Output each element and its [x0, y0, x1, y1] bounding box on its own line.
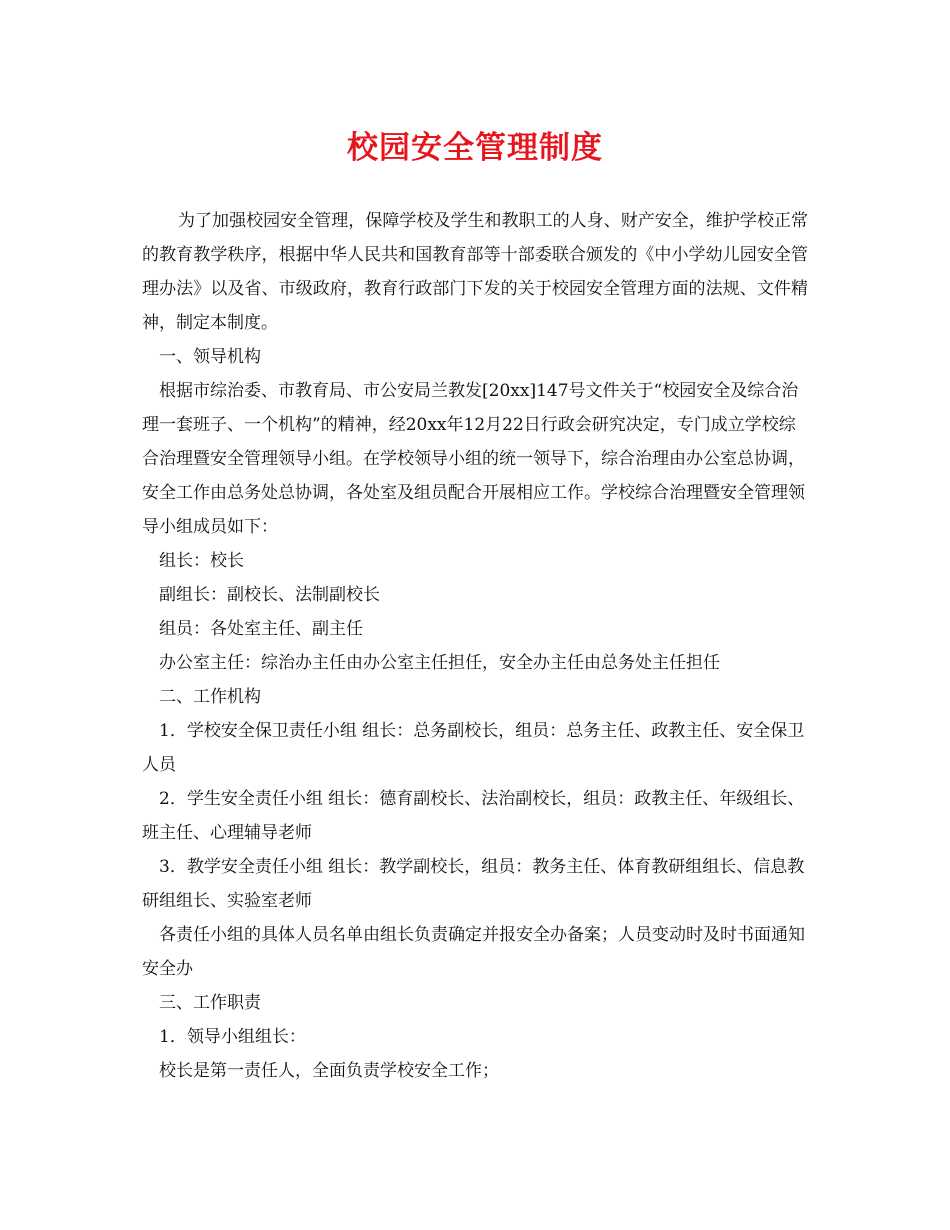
working-body-item-1: 1．学校安全保卫责任小组 组长：总务副校长，组员：总务主任、政教主任、安全保卫人员 — [142, 721, 805, 775]
duty-item-1-heading: 1．领导小组组长： — [159, 1027, 306, 1047]
member-deputy-leader: 副组长：副校长、法制副校长 — [159, 585, 380, 605]
member-staff: 组员：各处室主任、副主任 — [159, 619, 363, 639]
intro-paragraph: 为了加强校园安全管理，保障学校及学生和教职工的人身、财产安全，维护学校正常的教育教学秩序，根据中华人民共和国教育部等十部委联合颁发的《中小学幼儿园安全管理办法》以及省、市级政府，教育行政部门下发的关于校园安全管理方面的法规、文件精神，制定本制度。 — [142, 211, 808, 333]
section-heading-working-bodies: 二、工作机构 — [159, 687, 261, 707]
member-leader: 组长：校长 — [159, 551, 244, 571]
section-heading-duties: 三、工作职责 — [159, 993, 261, 1013]
document-title: 校园安全管理制度 — [347, 130, 603, 166]
working-body-item-2: 2．学生安全责任小组 组长：德育副校长、法治副校长，组员：政教主任、年级组长、班主任、心理辅导老师 — [142, 789, 805, 843]
member-office-director: 办公室主任：综治办主任由办公室主任担任，安全办主任由总务处主任担任 — [159, 653, 720, 673]
section-heading-leadership: 一、领导机构 — [159, 347, 261, 367]
working-body-item-3: 3．教学安全责任小组 组长：教学副校长，组员：教务主任、体育教研组组长、信息教研组组长、实验室老师 — [142, 857, 805, 911]
document-body — [142, 204, 808, 1088]
working-body-note: 各责任小组的具体人员名单由组长负责确定并报安全办备案；人员变动时及时书面通知安全办 — [142, 925, 805, 979]
leadership-paragraph: 根据市综治委、市教育局、市公安局兰教发[20xx]147号文件关于“校园安全及综合治理一套班子、一个机构”的精神，经20xx年12月22日行政会研究决定，专门成立学校综合治理暨安全管理领导小组。在学校领导小组的统一领导下，综合治理由办公室总协调，安全工作由总务处总协调，各处室及组员配合开展相应工作。学校综合治理暨安全管理领导小组成员如下： — [142, 381, 805, 537]
duty-item-1-text: 校长是第一责任人，全面负责学校安全工作； — [159, 1061, 499, 1081]
